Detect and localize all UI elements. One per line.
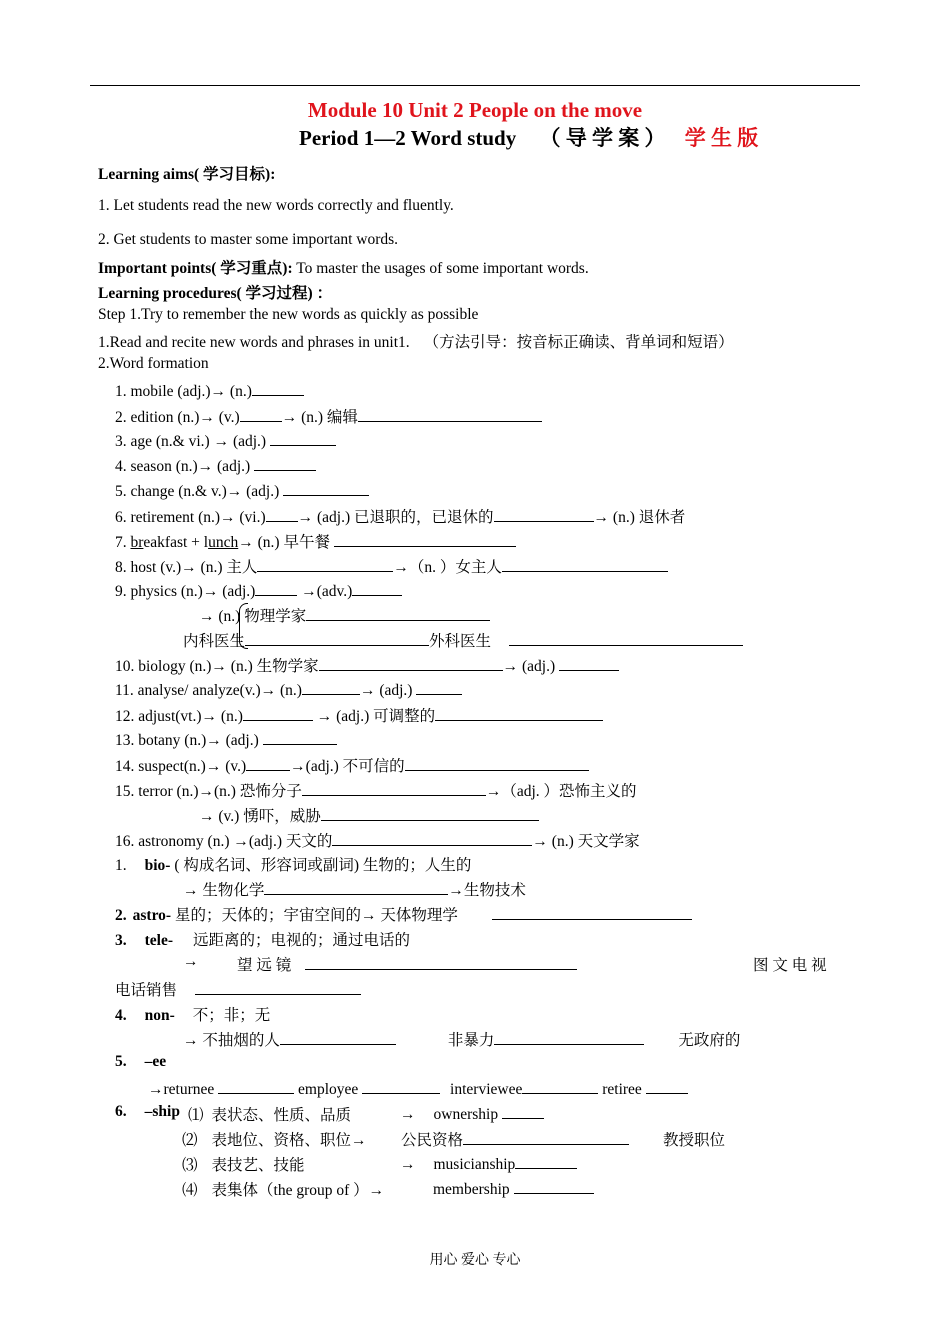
item-text: 4. season (n.)→ (adj.) (115, 458, 255, 475)
prefix-key: astro- (132, 907, 172, 924)
item-text: 12. adjust(vt.)→ (n.) (115, 708, 243, 725)
item-text: ( 构成名词、形容词或副词) 生物的；人生的 (174, 857, 472, 874)
item-text: →（adj. ）恐怖主义的 (485, 783, 637, 800)
item-text: 星的；天体的；宇宙空间的→ 天体物理学 (171, 907, 458, 924)
word-item-16 (115, 829, 640, 851)
item-text: → (400, 1106, 416, 1123)
blank[interactable] (502, 1103, 544, 1119)
item-text: employee (298, 1081, 363, 1098)
blank[interactable] (306, 605, 490, 621)
prefix-tele (115, 928, 410, 950)
prefix-tele-teletext: 图 文 电 视 (753, 957, 827, 974)
item-text: 5. change (n.& v.)→ (adj.) (115, 483, 284, 500)
item-text: 不；非；无 (192, 1007, 271, 1024)
blank[interactable] (502, 556, 668, 572)
item-text: 8. host (v.)→ (n.) 主人 (115, 559, 258, 576)
suffix-ship-3 (182, 1153, 305, 1175)
word-item-7 (115, 530, 516, 552)
blank[interactable] (266, 506, 298, 522)
item-text: → (adj.) (502, 658, 560, 675)
item-text: 教授职位 (663, 1132, 726, 1149)
blank[interactable] (263, 729, 337, 745)
suffix-ship-4-word (433, 1178, 594, 1199)
word-item-8 (115, 555, 668, 577)
blank[interactable] (321, 805, 539, 821)
item-text: 14. suspect(n.)→ (v.) (115, 758, 247, 775)
item-text: 1. mobile (adj.)→ (n.) (115, 383, 252, 400)
prefix-key: tele- (144, 932, 174, 949)
read-text: 1.Read and recite new words and phrases in unit1. (98, 334, 410, 351)
blank[interactable] (494, 1029, 644, 1045)
subtitle-bracket: （ 导 学 案 ） (539, 126, 666, 150)
page-subtitle (299, 122, 758, 152)
item-text: 表集体（the group of ）→ (211, 1182, 385, 1199)
item-number: 5. (115, 1053, 127, 1070)
prefix-astro (115, 903, 692, 925)
procedures-heading: Learning procedures( 学习过程) ： (98, 285, 333, 302)
item-text: unch (208, 534, 239, 551)
prefix-bio-words (183, 878, 526, 900)
prefix-non-words (183, 1028, 740, 1050)
blank[interactable] (416, 679, 462, 695)
read-note: （方法引导：按音标正确读、背单词和短语） (423, 334, 734, 351)
word-item-4 (115, 455, 316, 476)
item-text: eakfast + l (143, 534, 209, 551)
blank[interactable] (405, 755, 589, 771)
blank[interactable] (246, 755, 290, 771)
prefix-key: non- (144, 1007, 175, 1024)
header-rule (90, 85, 860, 86)
item-text: 内科医生 (183, 633, 246, 650)
item-text: → (400, 1156, 416, 1173)
item-text: → (n.) 编辑 (281, 409, 358, 426)
word-item-5 (115, 480, 369, 501)
blank[interactable] (302, 780, 486, 796)
blank[interactable] (305, 954, 577, 970)
item-text: → (v.) 愑吓，威胁 (199, 808, 321, 825)
blank[interactable] (463, 1129, 629, 1145)
item-number: 3. (115, 932, 127, 949)
word-item-3 (115, 430, 336, 451)
suffix-ship-3-word (400, 1153, 577, 1174)
prefix-key: –ee (144, 1053, 167, 1070)
blank[interactable] (559, 655, 619, 671)
prefix-tele-telescope (237, 953, 577, 975)
blank[interactable] (352, 580, 402, 596)
item-text: 表技艺、技能 (211, 1157, 305, 1174)
blank[interactable] (240, 406, 282, 422)
blank[interactable] (254, 455, 316, 471)
item-text: 10. biology (n.)→ (n.) 生物学家 (115, 658, 319, 675)
suffix-ship-1 (188, 1103, 351, 1125)
aim-1: 1. Let students read the new words correctly and fluently. (98, 197, 454, 214)
item-text: →(adv.) (297, 583, 353, 600)
item-text: 15. terror (n.)→(n.) 恐怖分子 (115, 783, 302, 800)
item-text: 远距离的；电视的；通过电话的 (193, 932, 411, 949)
suffix-ship-2 (182, 1128, 367, 1150)
item-text: 3. age (n.& vi.) → (adj.) (115, 433, 270, 450)
suffix-ship-2-word (401, 1128, 725, 1150)
read-instruction (98, 330, 734, 352)
item-text: 13. botany (n.)→ (adj.) (115, 732, 263, 749)
word-item-2 (115, 405, 542, 427)
item-number: ⑴ (188, 1107, 204, 1124)
item-text: ownership (433, 1106, 502, 1123)
blank[interactable] (522, 1078, 598, 1094)
suffix-ship-4 (182, 1178, 384, 1200)
suffix-ship (115, 1103, 180, 1121)
word-item-10 (115, 654, 619, 676)
item-text: → 不抽烟的人 (183, 1032, 280, 1049)
blank[interactable] (514, 1178, 594, 1194)
suffix-ee (115, 1053, 166, 1071)
item-text: → (adj.) 可调整的 (312, 708, 436, 725)
blank[interactable] (362, 1078, 440, 1094)
item-text: 6. retirement (n.)→ (vi.) (115, 509, 266, 526)
word-formation-heading: 2.Word formation (98, 355, 209, 372)
blank[interactable] (264, 879, 448, 895)
word-item-6 (115, 505, 685, 527)
blank[interactable] (283, 480, 369, 496)
prefix-tele-arrow: → (183, 953, 199, 970)
item-number: ⑷ (182, 1182, 198, 1199)
blank[interactable] (319, 655, 503, 671)
prefix-key: –ship (144, 1103, 180, 1120)
item-number: 6. (115, 1103, 127, 1120)
item-text: 表状态、性质、品质 (211, 1107, 352, 1124)
item-text: →returnee (148, 1081, 219, 1098)
blank[interactable] (509, 630, 743, 646)
item-number: ⑶ (182, 1157, 198, 1174)
word-item-11 (115, 679, 462, 700)
prefix-non (115, 1003, 270, 1025)
item-text: 物理学家 (244, 608, 307, 625)
suffix-ship-1-word (400, 1103, 544, 1124)
item-text: → (adj.) (359, 682, 417, 699)
blank[interactable] (492, 904, 692, 920)
item-text: 16. astronomy (n.) →(adj.) 天文的 (115, 833, 333, 850)
item-text: br (130, 534, 144, 551)
blank[interactable] (245, 630, 429, 646)
item-text: → (n.) (199, 608, 245, 625)
item-text: 11. analyse/ analyze(v.)→ (n.) (115, 682, 302, 699)
important-points (98, 256, 589, 278)
page-footer: 用心 爱心 专心 (429, 1253, 521, 1268)
item-text: 无政府的 (678, 1032, 741, 1049)
word-item-14 (115, 754, 589, 776)
item-text: 表地位、资格、职位→ (211, 1132, 367, 1149)
item-text: 9. physics (n.)→ (adj.) (115, 583, 256, 600)
item-number: 4. (115, 1007, 127, 1024)
word-item-9 (115, 580, 402, 601)
blank[interactable] (270, 430, 336, 446)
word-item-1 (115, 380, 304, 401)
blank[interactable] (280, 1029, 396, 1045)
blank[interactable] (243, 705, 313, 721)
suffix-ee-words (148, 1078, 688, 1099)
word-item-15-verb (199, 804, 539, 826)
item-text: retiree (602, 1081, 646, 1098)
blank[interactable] (257, 556, 393, 572)
important-text: To master the usages of some important words. (292, 260, 589, 277)
item-text: →生物技术 (448, 882, 526, 899)
blank[interactable] (195, 979, 361, 995)
subtitle-edition: 学 生 版 (684, 126, 759, 150)
item-text: 外科医生 (429, 633, 492, 650)
aim-2: 2. Get students to master some important words. (98, 231, 399, 248)
subtitle-main: Period 1—2 Word study (299, 126, 517, 150)
item-text: → (n.) 退休者 (593, 509, 686, 526)
item-text: → (n.) 早午餐 (238, 534, 334, 551)
prefix-key: bio- (144, 857, 171, 874)
word-item-12 (115, 704, 603, 726)
item-text: 公民资格 (401, 1132, 464, 1149)
item-text: musicianship (433, 1156, 516, 1173)
item-text: →(adj.) 不可信的 (290, 758, 405, 775)
item-text: →（n. ）女主人 (393, 559, 502, 576)
item-number: 1. (115, 857, 127, 874)
page-title: Module 10 Unit 2 People on the move (307, 98, 643, 122)
blank[interactable] (302, 679, 360, 695)
blank[interactable] (218, 1078, 294, 1094)
word-item-13 (115, 729, 337, 750)
word-item-9-doctors (183, 629, 743, 651)
blank[interactable] (494, 506, 594, 522)
item-text: → 生物化学 (183, 882, 265, 899)
item-text: interviewee (450, 1081, 523, 1098)
item-text: 2. edition (n.)→ (v.) (115, 409, 240, 426)
important-label: Important points( 学习重点): (98, 260, 293, 277)
item-text: 非暴力 (447, 1032, 495, 1049)
item-text: 电话销售 (115, 982, 178, 999)
blank[interactable] (252, 380, 304, 396)
item-number: ⑵ (182, 1132, 198, 1149)
aims-heading: Learning aims( 学习目标): (98, 166, 276, 183)
prefix-tele-telemarketing (115, 978, 361, 1000)
blank[interactable] (358, 406, 542, 422)
blank[interactable] (332, 830, 532, 846)
blank[interactable] (646, 1078, 688, 1094)
prefix-bio (115, 853, 471, 875)
step-1: Step 1.Try to remember the new words as quickly as possible (98, 306, 479, 323)
item-number: 2. (115, 907, 127, 924)
item-text: 望 远 镜 (237, 957, 292, 974)
item-text: → (adj.) 已退职的，已退休的 (297, 509, 494, 526)
item-text: membership (433, 1181, 514, 1198)
item-text: → (n.) 天文学家 (532, 833, 640, 850)
item-text: 7. (115, 534, 131, 551)
blank[interactable] (334, 531, 516, 547)
blank[interactable] (255, 580, 297, 596)
word-item-15 (115, 779, 637, 801)
blank[interactable] (515, 1153, 577, 1169)
blank[interactable] (435, 705, 603, 721)
